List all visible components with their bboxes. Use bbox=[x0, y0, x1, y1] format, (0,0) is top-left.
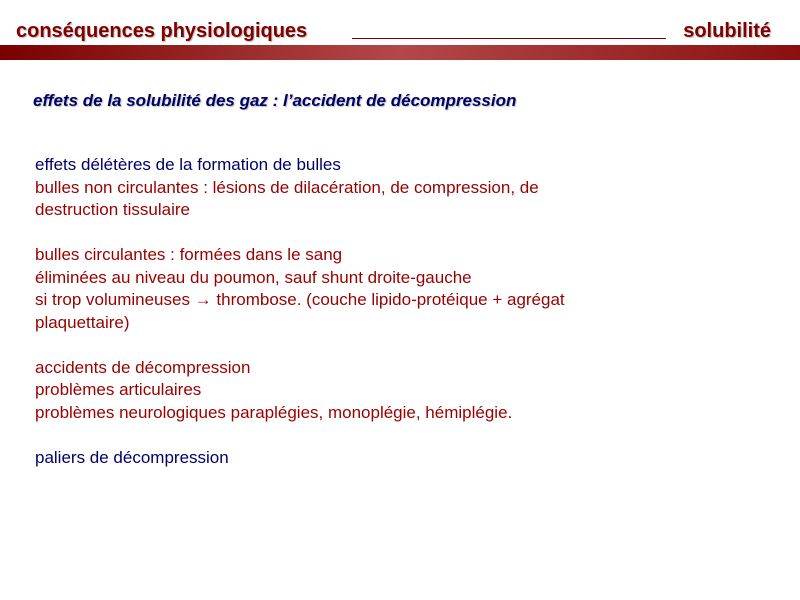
content-line: paliers de décompression bbox=[35, 447, 229, 467]
content-line: bulles circulantes : formées dans le sang bbox=[35, 245, 343, 264]
content-line: effets délétères de la formation de bulles bbox=[35, 155, 341, 174]
header-band bbox=[0, 45, 800, 60]
header-section-label: solubilité bbox=[683, 20, 771, 42]
spacer bbox=[35, 334, 755, 357]
content-line: si trop volumineuses → thrombose. (couche lipido-protéique + agrégat bbox=[35, 290, 565, 309]
slide-content bbox=[35, 154, 755, 469]
content-line: plaquettaire) bbox=[35, 312, 130, 332]
content-line: accidents de décompression bbox=[35, 357, 251, 377]
spacer bbox=[35, 424, 755, 447]
content-line: bulles non circulantes : lésions de dilacération, de compression, de bbox=[35, 177, 539, 197]
content-line: problèmes neurologiques paraplégies, monoplégie, hémiplégie. bbox=[35, 402, 513, 422]
header-title: conséquences physiologiques bbox=[16, 20, 308, 42]
content-line: éliminées au niveau du poumon, sauf shunt droite-gauche bbox=[35, 267, 472, 287]
slide-subtitle: effets de la solubilité des gaz : l’accident de décompression bbox=[33, 91, 517, 110]
header-rule bbox=[352, 38, 666, 39]
spacer bbox=[35, 222, 755, 245]
content-line: destruction tissulaire bbox=[35, 200, 190, 219]
content-line: problèmes articulaires bbox=[35, 380, 202, 399]
